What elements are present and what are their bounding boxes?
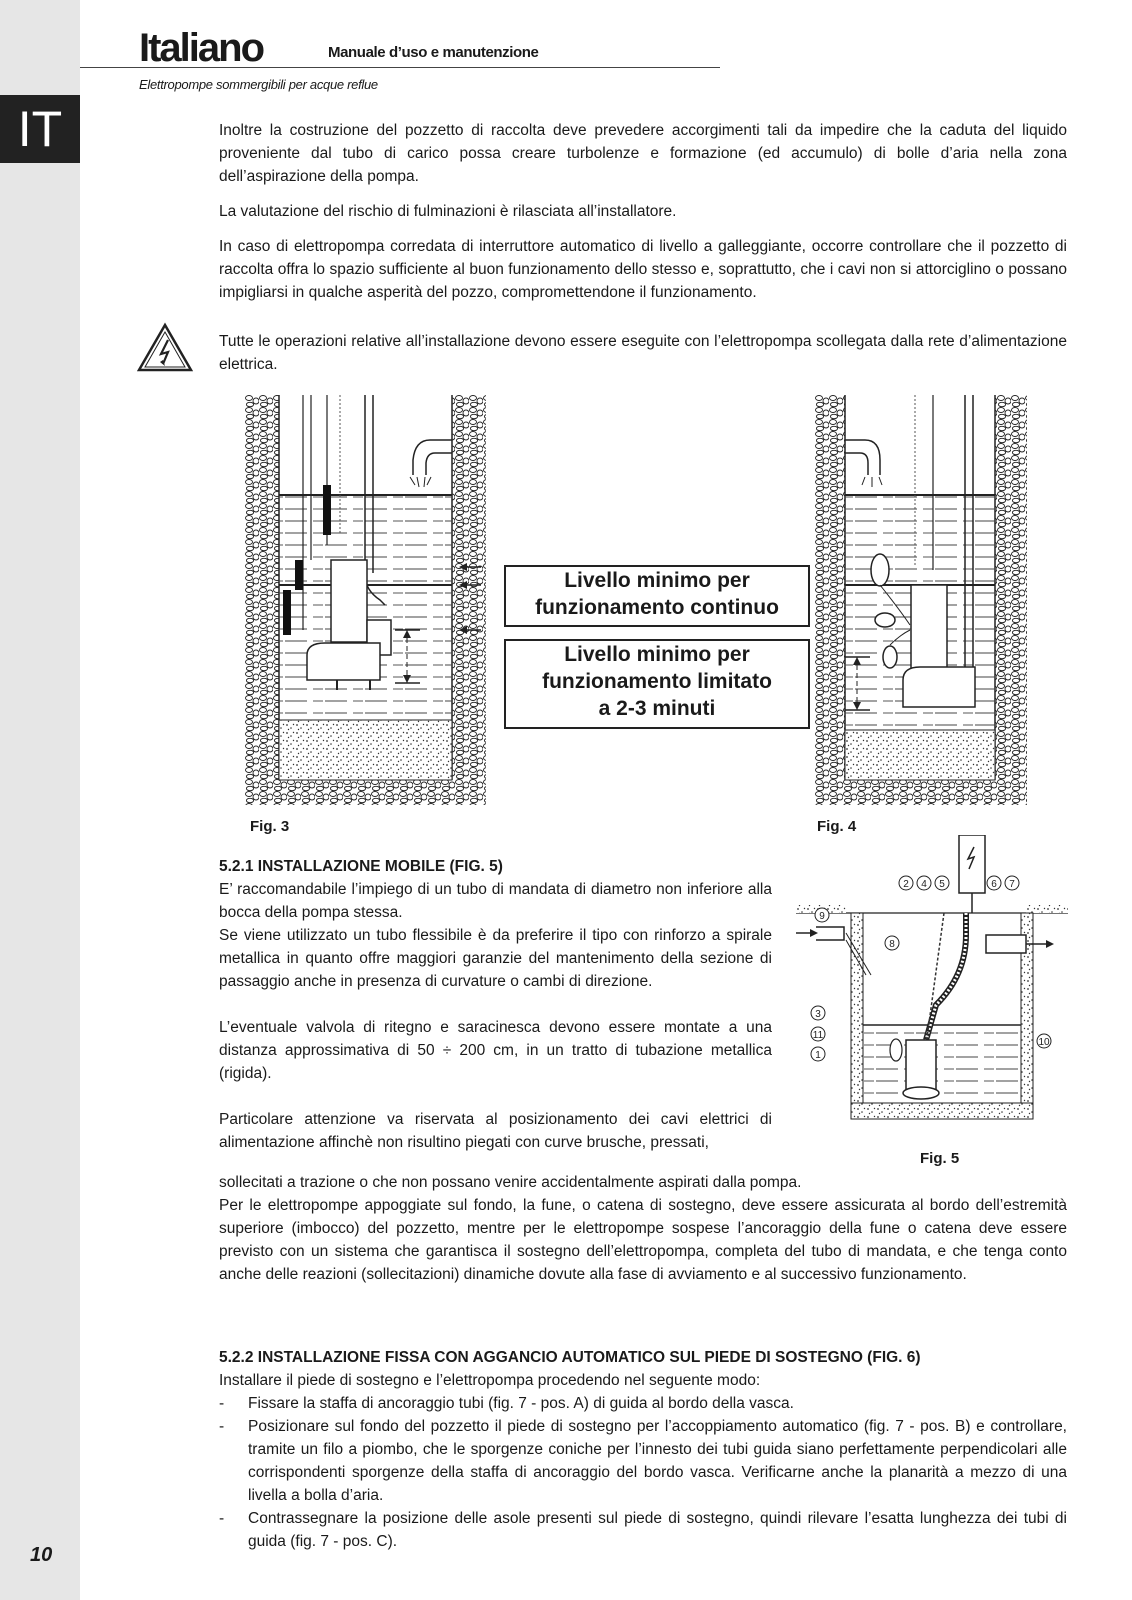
list-item: - Contrassegnare la posizione delle asole presenti sul piede di sostegno, quindi rilevare l’esatta lunghezza dei tubi di guida (fig. 7 - pos. C). [219, 1507, 1067, 1553]
electric-hazard-icon [137, 322, 193, 372]
callout-continuous-line-2: funzionamento continuo [535, 596, 779, 619]
section-521-paragraph-1: E’ raccomandabile l’impiego di un tubo di mandata di diametro non inferiore alla bocca della pompa stessa. [219, 881, 772, 921]
section-522-heading: 5.2.2 INSTALLAZIONE FISSA CON AGGANCIO AUTOMATICO SUL PIEDE DI SOSTEGNO (FIG. 6) [219, 1349, 921, 1366]
callout-continuous-level [504, 565, 810, 627]
fig5-number-1: 1 [815, 1050, 821, 1061]
callout-limited-line-2: funzionamento limitato [542, 670, 772, 693]
fig5-number-5: 5 [939, 879, 945, 890]
section-521-paragraph-4b: sollecitati a trazione o che non possano venire accidentalmente aspirati dalla pompa. [219, 1174, 802, 1191]
intro-paragraph-1: Inoltre la costruzione del pozzetto di raccolta deve prevedere accorgimenti tali da impedire che la caduta del liquido proveniente dal tubo di carico possa creare turbolenze e formazione (ed accumulo) di bolle d’aria nella zona dell’aspirazione della pompa. [219, 122, 1067, 185]
callout-limited-level [504, 639, 810, 729]
fig3-label: Fig. 3 [250, 818, 290, 835]
list-item: - Posizionare sul fondo del pozzetto il piede di sostegno per l’accoppiamento automatico (fig. 7 - pos. B) e controllare, tramite un filo a piombo, che le sporgenze coniche per l’innesto dei tubi guida siano perfettamente perpendicolari alle corrispondenti sporgenze della staffa di ancoraggio del bordo vasca. Verificarne anche la planarità a mezzo di una livella a bolla d’aria. [219, 1415, 1067, 1507]
section-521-paragraph-2: Se viene utilizzato un tubo flessibile è da preferire il tipo con rinforzo a spirale metallica in quanto offre maggiori garanzie del mantenimento della sezione di passaggio anche in presenza di curvature o cambi di direzione. [219, 927, 772, 990]
header-rule [80, 67, 720, 68]
fig5-label: Fig. 5 [920, 1150, 960, 1167]
section-521-continuation [219, 1171, 1067, 1286]
fig5-number-4: 4 [921, 879, 927, 890]
fig4-label: Fig. 4 [817, 818, 857, 835]
section-521-paragraph-4a: Particolare attenzione va riservata al posizionamento dei cavi elettrici di alimentazione affinchè non risultino piegati con curve brusche, pressati, [219, 1111, 772, 1151]
page-number: 10 [30, 1544, 53, 1566]
sidebar [0, 0, 80, 1600]
intro-paragraph-3: In caso di elettropompa corredata di interruttore automatico di livello a galleggiante, occorre controllare che il pozzetto di raccolta offra lo spazio sufficiente al buon funzionamento dello stesso e, soprattutto, che i cavi non si attorciglino o possano impigliarsi in qualche asperità del pozzo, compromettendone il funzionamento. [219, 238, 1067, 301]
fig5-number-3: 3 [815, 1009, 821, 1020]
section-522-text [219, 1346, 1067, 1553]
header-description: Elettropompe sommergibili per acque reflue [139, 77, 378, 92]
fig5-number-7: 7 [1009, 879, 1015, 890]
fig5-drawing [796, 835, 1071, 1135]
section-522-intro: Installare il piede di sostegno e l’elettropompa procedendo nel seguente modo: [219, 1372, 761, 1389]
section-521-heading: 5.2.1 INSTALLAZIONE MOBILE (FIG. 5) [219, 858, 503, 875]
intro-text [219, 119, 1067, 316]
language-tab: IT [0, 95, 80, 163]
section-521-paragraph-3: L’eventuale valvola di ritegno e saracinesca devono essere montate a una distanza approssimativa di 50 ÷ 200 cm, in un tratto di tubazione metallica (rigida). [219, 1019, 772, 1082]
fig4-drawing [815, 395, 1030, 810]
section-521-text [219, 855, 772, 1154]
fig5-number-2: 2 [903, 879, 909, 890]
section-521-paragraph-5: Per le elettropompe appoggiate sul fondo, la fune, o catena di sostegno, deve essere assicurata al bordo dell’estremità superiore (imbocco) del pozzetto, mentre per le elettropompe sospese l’ancoraggio della fune o catena deve essere previsto con un sistema che garantisca il sostegno dell’elettropompa, completa del tubo di mandata, e che tenga conto anche delle reazioni (sollecitazioni) dinamiche dovute alla fase di avviamento e al successivo funzionamento. [219, 1197, 1067, 1283]
fig5-number-6: 6 [991, 879, 997, 890]
fig5-number-10: 10 [1038, 1037, 1050, 1048]
list-item: - Fissare la staffa di ancoraggio tubi (fig. 7 - pos. A) di guida al bordo della vasca. [219, 1392, 1067, 1415]
fig5-number-9: 9 [819, 911, 825, 922]
fig5-number-8: 8 [889, 939, 895, 950]
warning-text: Tutte le operazioni relative all’installazione devono essere eseguite con l’elettropompa scollegata dalla rete d’alimentazione elettrica. [219, 333, 1067, 373]
callout-limited-line-1: Livello minimo per [564, 643, 750, 666]
callout-limited-line-3: a 2-3 minuti [598, 697, 716, 720]
section-522-list [219, 1392, 1067, 1553]
page-subtitle: Manuale d’uso e manutenzione [328, 44, 539, 61]
page-title: Italiano [139, 26, 264, 70]
fig5-number-11: 11 [812, 1030, 824, 1041]
intro-paragraph-2: La valutazione del rischio di fulminazioni è rilasciata all’installatore. [219, 203, 677, 220]
fig3-drawing [245, 395, 488, 810]
callout-continuous-line-1: Livello minimo per [564, 569, 750, 592]
